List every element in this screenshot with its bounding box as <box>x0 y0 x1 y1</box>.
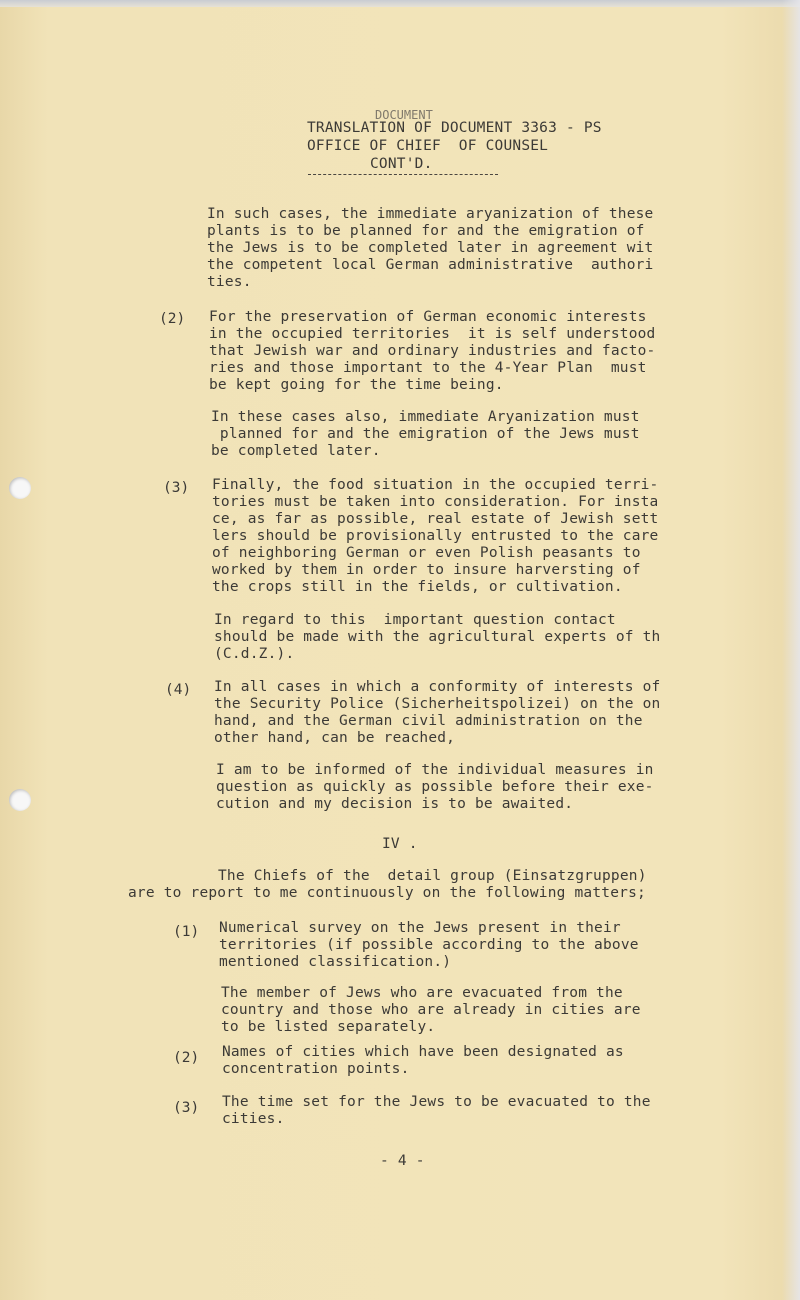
text-line: country and those who are already in cities are <box>221 1002 641 1018</box>
item-number: (4) <box>165 682 192 698</box>
text-line: ries and those important to the 4-Year Plan must <box>209 360 647 376</box>
text-line: ties. <box>207 274 252 290</box>
text-line: The time set for the Jews to be evacuated to the <box>222 1094 651 1110</box>
scan-top-edge <box>0 0 800 7</box>
text-line: Names of cities which have been designated as <box>222 1044 624 1060</box>
text-line: In such cases, the immediate aryanization of these <box>207 206 654 222</box>
header-office: OFFICE OF CHIEF OF COUNSEL <box>307 138 549 154</box>
text-line: worked by them in order to insure harversting of <box>212 562 641 578</box>
text-line: hand, and the German civil administration on the <box>214 713 643 729</box>
text-line: of neighboring German or even Polish peasants to <box>212 545 641 561</box>
section-heading: IV . <box>382 836 418 852</box>
item-number: (2) <box>173 1050 200 1066</box>
header-rule <box>308 174 498 175</box>
text-line: other hand, can be reached, <box>214 730 456 746</box>
punch-hole-top <box>9 477 31 499</box>
item-number: (3) <box>163 480 190 496</box>
header-title: TRANSLATION OF DOCUMENT 3363 - PS <box>307 120 602 136</box>
text-line: I am to be informed of the individual measures in <box>216 762 654 778</box>
text-line: the competent local German administrative authori <box>207 257 654 273</box>
text-line: Numerical survey on the Jews present in their <box>219 920 621 936</box>
item-number: (2) <box>159 311 186 327</box>
page-number: - 4 - <box>380 1153 425 1169</box>
text-line: concentration points. <box>222 1061 410 1077</box>
text-line: In regard to this important question contact <box>214 612 616 628</box>
text-line: the Jews is to be completed later in agreement wit <box>207 240 654 256</box>
text-line: The Chiefs of the detail group (Einsatzgruppen) <box>218 868 647 884</box>
text-line: be kept going for the time being. <box>209 377 504 393</box>
text-line: lers should be provisionally entrusted to the care <box>212 528 659 544</box>
text-line: mentioned classification.) <box>219 954 452 970</box>
scan-right-edge <box>782 0 800 1300</box>
text-line: In these cases also, immediate Aryanization must <box>211 409 640 425</box>
text-line: that Jewish war and ordinary industries and facto- <box>209 343 656 359</box>
text-line: planned for and the emigration of the Jews must <box>211 426 640 442</box>
item-number: (1) <box>173 924 200 940</box>
text-line: ce, as far as possible, real estate of Jewish sett <box>212 511 659 527</box>
text-line: be completed later. <box>211 443 381 459</box>
header-overtype: DOCUMENT <box>375 108 433 122</box>
text-line: cities. <box>222 1111 285 1127</box>
text-line: For the preservation of German economic interests <box>209 309 647 325</box>
punch-hole-bottom <box>9 789 31 811</box>
text-line: Finally, the food situation in the occupied terri- <box>212 477 659 493</box>
text-line: the crops still in the fields, or cultivation. <box>212 579 623 595</box>
text-line: cution and my decision is to be awaited. <box>216 796 574 812</box>
text-line: The member of Jews who are evacuated from the <box>221 985 623 1001</box>
text-line: In all cases in which a conformity of interests of <box>214 679 661 695</box>
text-line: plants is to be planned for and the emigration of <box>207 223 645 239</box>
text-line: should be made with the agricultural experts of th <box>214 629 661 645</box>
text-line: the Security Police (Sicherheitspolizei) on the on <box>214 696 661 712</box>
text-line: tories must be taken into consideration. For insta <box>212 494 659 510</box>
text-line: territories (if possible according to the above <box>219 937 639 953</box>
text-line: (C.d.Z.). <box>214 646 295 662</box>
item-number: (3) <box>173 1100 200 1116</box>
header-contd: CONT'D. <box>370 156 433 172</box>
text-line: in the occupied territories it is self understood <box>209 326 656 342</box>
text-line: question as quickly as possible before their exe- <box>216 779 654 795</box>
text-line: to be listed separately. <box>221 1019 436 1035</box>
text-line: are to report to me continuously on the following matters; <box>128 885 646 901</box>
